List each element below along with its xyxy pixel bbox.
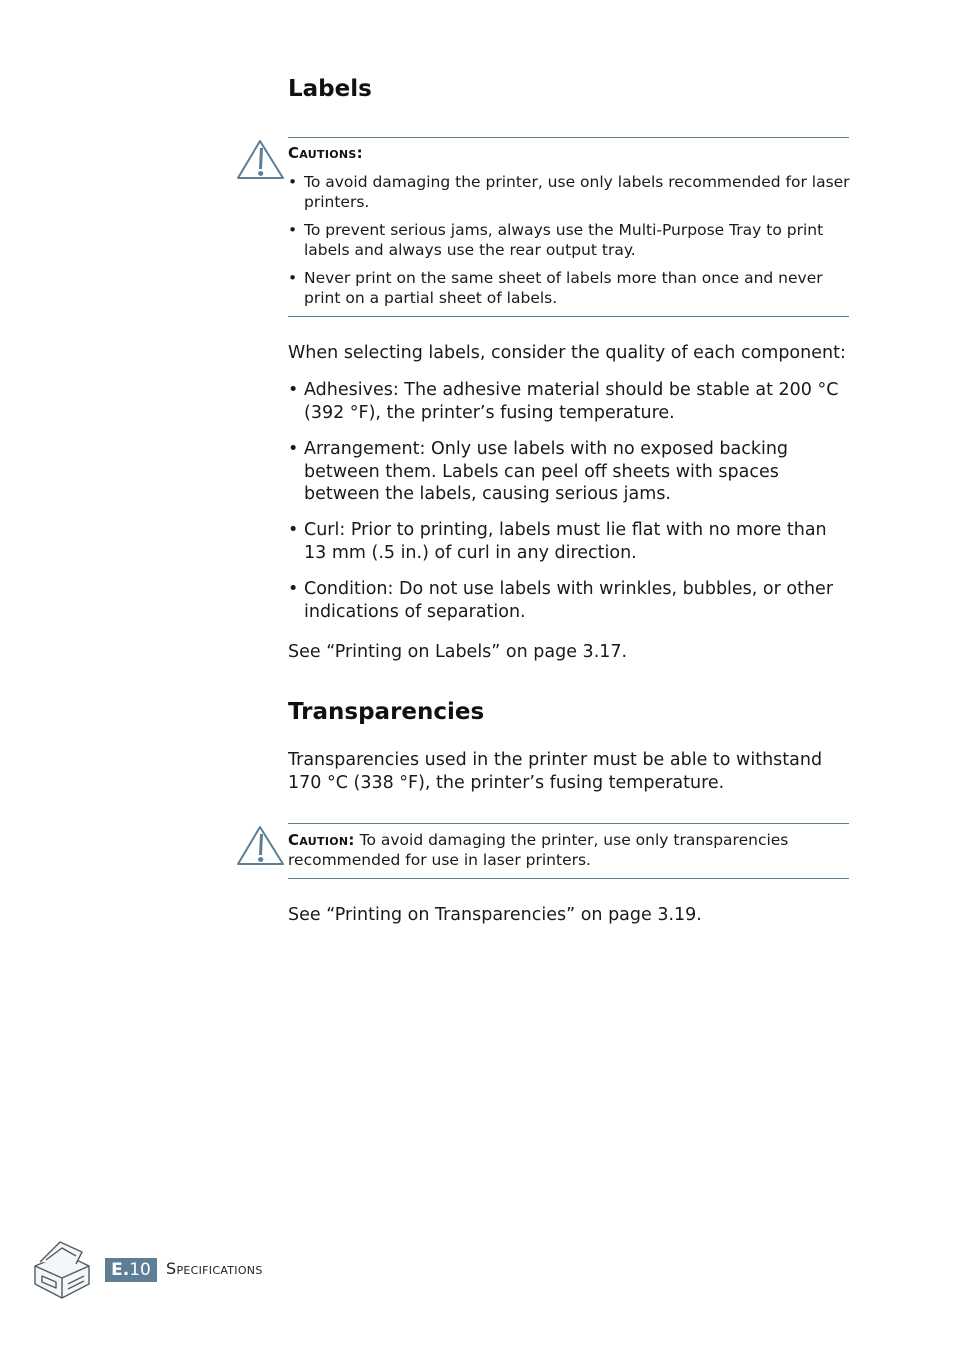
caution-top-rule: [288, 823, 849, 824]
label-criterion-text: Adhesives: The adhesive material should be stable at 200 °C (392 °F), the printer’s fusing temperature.: [304, 380, 839, 423]
caution-bottom-rule: [288, 878, 849, 879]
caution-title: Caution:: [288, 831, 355, 849]
caution-text: To avoid damaging the printer, use only transparencies recommended for use in laser printers.: [288, 831, 789, 869]
caution-item-text: To prevent serious jams, always use the Multi-Purpose Tray to print labels and always use the rear output tray.: [304, 221, 824, 259]
caution-item: • To prevent serious jams, always use the Multi-Purpose Tray to print labels and always use the rear output tray.: [288, 220, 853, 260]
printer-icon: [30, 1236, 94, 1302]
labels-intro: When selecting labels, consider the quality of each component:: [288, 343, 846, 363]
transparency-caution: [288, 830, 853, 870]
label-criterion-item: • Condition: Do not use labels with wrinkles, bubbles, or other indications of separation.: [288, 578, 853, 623]
page-number: 10: [129, 1260, 151, 1280]
label-criterion-item: • Arrangement: Only use labels with no exposed backing between them. Labels can peel off sheets with spaces between the labels, causing serious jams.: [288, 438, 853, 506]
warning-triangle-icon: [236, 825, 286, 867]
cautions-title: Cautions:: [288, 144, 363, 162]
caution-bottom-rule: [288, 316, 849, 317]
caution-item: • Never print on the same sheet of labels more than once and never print on a partial sheet of labels.: [288, 268, 853, 308]
warning-triangle-icon: [236, 139, 286, 181]
label-criterion-item: • Curl: Prior to printing, labels must lie flat with no more than 13 mm (.5 in.) of curl in any direction.: [288, 519, 853, 564]
label-criterion-text: Condition: Do not use labels with wrinkles, bubbles, or other indications of separation.: [304, 579, 834, 622]
caution-item: • To avoid damaging the printer, use only labels recommended for laser printers.: [288, 172, 853, 212]
page-number-badge: [105, 1258, 157, 1282]
transparencies-heading: Transparencies: [288, 699, 485, 725]
caution-item-text: Never print on the same sheet of labels more than once and never print on a partial sheet of labels.: [304, 269, 823, 307]
caution-top-rule: [288, 137, 849, 138]
page-prefix: E.: [111, 1260, 130, 1280]
label-criterion-text: Curl: Prior to printing, labels must lie flat with no more than 13 mm (.5 in.) of curl in any direction.: [304, 520, 827, 563]
label-criterion-text: Arrangement: Only use labels with no exposed backing between them. Labels can peel off sheets with spaces between the labels, causing serious jams.: [304, 439, 789, 504]
label-criterion-item: • Adhesives: The adhesive material should be stable at 200 °C (392 °F), the printer’s fusing temperature.: [288, 379, 853, 424]
caution-item-text: To avoid damaging the printer, use only labels recommended for laser printers.: [304, 173, 850, 211]
footer-section-title: Specifications: [166, 1259, 263, 1278]
labels-heading: Labels: [288, 76, 372, 102]
labels-see-also: See “Printing on Labels” on page 3.17.: [288, 642, 628, 662]
transparencies-see-also: See “Printing on Transparencies” on page 3.19.: [288, 905, 702, 925]
transparencies-body: Transparencies used in the printer must be able to withstand 170 °C (338 °F), the printer’s fusing temperature.: [288, 750, 823, 793]
